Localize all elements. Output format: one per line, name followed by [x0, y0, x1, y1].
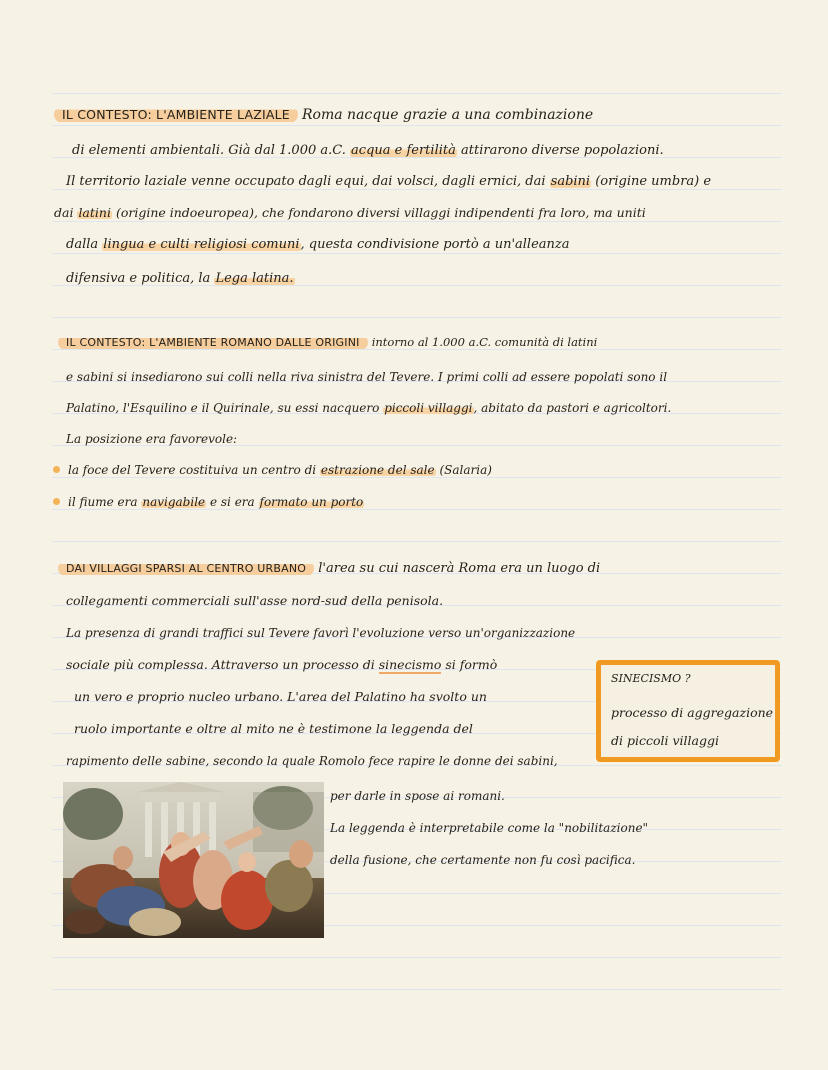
text-line: La posizione era favorevole:: [66, 432, 238, 446]
bullet-dot: [53, 498, 60, 505]
text-line: intorno al 1.000 a.C. comunità di latini: [371, 335, 598, 349]
text-line: e sabini si insediarono sui colli nella riva sinistra del Tevere. I primi colli ad essere popolati sono il: [66, 370, 668, 384]
text-line: Roma nacque grazie a una combinazione: [302, 107, 594, 123]
note-line: di piccoli villaggi: [611, 733, 719, 748]
text-fragment: , abitato da pastori e agricoltori.: [473, 401, 672, 415]
text-fragment: difensiva e politica, la: [66, 271, 211, 286]
text-fragment: si formò: [445, 657, 498, 672]
text-line: ruolo importante e oltre al mito ne è testimone la leggenda del: [74, 721, 473, 736]
sinecismo-note-box: [596, 660, 780, 762]
note-title: SINECISMO ?: [611, 672, 691, 685]
highlight-piccoli-villaggi: piccoli villaggi: [384, 401, 473, 415]
text-fragment: la foce del Tevere costituiva un centro di: [68, 463, 317, 477]
bullet-dot: [53, 466, 60, 473]
text-fragment: , questa condivisione portò a un'alleanza: [300, 237, 570, 252]
highlight-lega-latina: Lega latina.: [215, 271, 294, 286]
text-fragment: il fiume era: [68, 495, 138, 509]
highlight-lingua-culti: lingua e culti religiosi comuni: [103, 237, 300, 252]
text-fragment: (Salaria): [439, 463, 492, 477]
underline-sinecismo: sinecismo: [378, 657, 442, 672]
section-heading-centro-urbano: DAI VILLAGGI SPARSI AL CENTRO URBANO: [58, 561, 314, 576]
note-line: processo di aggregazione: [611, 705, 774, 720]
rape-of-sabines-painting: [63, 782, 324, 938]
text-fragment: (origine indoeuropea), che fondarono diversi villaggi indipendenti fra loro, ma uniti: [115, 205, 646, 220]
highlight-porto: formato un porto: [259, 495, 364, 509]
text-fragment: Il territorio laziale venne occupato dagli equi, dai volsci, dagli ernici, dai: [66, 174, 546, 189]
text-fragment: e si era: [209, 495, 255, 509]
highlight-latini: latini: [78, 205, 111, 220]
highlight-sabini: sabini: [550, 174, 591, 189]
text-line: La leggenda è interpretabile come la "nobilitazione": [330, 821, 649, 835]
text-fragment: sociale più complessa. Attraverso un processo di: [66, 657, 375, 672]
text-fragment: (origine umbra) e: [595, 174, 712, 189]
highlight-navigabile: navigabile: [142, 495, 206, 509]
text-fragment: Palatino, l'Esquilino e il Quirinale, su essi nacquero: [66, 401, 380, 415]
text-fragment: dai: [54, 205, 74, 220]
text-line: per darle in spose ai romani.: [330, 789, 505, 803]
text-line: La presenza di grandi traffici sul Tevere favorì l'evoluzione verso un'organizzazione: [66, 626, 576, 640]
text-line: l'area su cui nascerà Roma era un luogo di: [318, 561, 601, 576]
text-fragment: dalla: [66, 237, 99, 252]
text-line: un vero e proprio nucleo urbano. L'area del Palatino ha svolto un: [74, 689, 487, 704]
text-line: collegamenti commerciali sull'asse nord-sud della penisola.: [66, 593, 444, 608]
section-heading-romano: IL CONTESTO: L'AMBIENTE ROMANO DALLE ORIGINI: [58, 335, 368, 350]
text-line: della fusione, che certamente non fu così pacifica.: [330, 853, 636, 867]
text-line: rapimento delle sabine, secondo la quale Romolo fece rapire le donne dei sabini,: [66, 754, 558, 768]
text-fragment: attirarono diverse popolazioni.: [461, 143, 664, 158]
section-heading-laziale: IL CONTESTO: L'AMBIENTE LAZIALE: [54, 106, 298, 123]
highlight-estrazione-sale: estrazione del sale: [320, 463, 435, 477]
highlight-acqua-fertilita: acqua e fertilità: [351, 143, 456, 158]
text-fragment: di elementi ambientali. Già dal 1.000 a.C.: [72, 143, 346, 158]
